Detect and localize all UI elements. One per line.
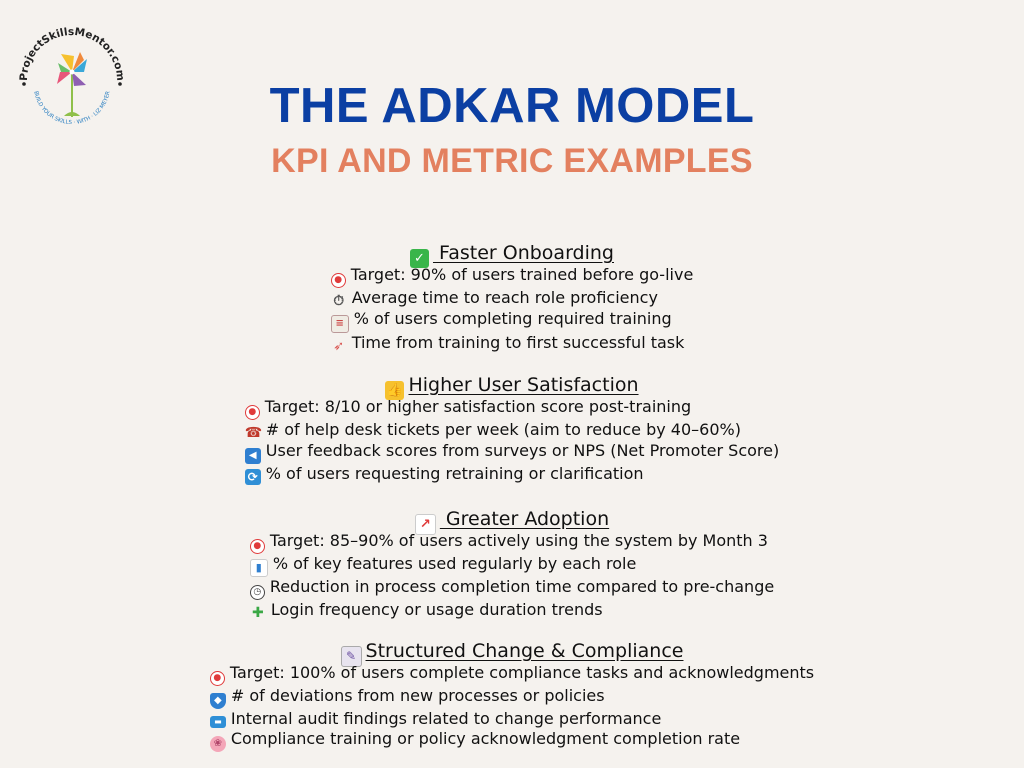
section-heading: ✓ Faster Onboarding: [0, 241, 1024, 265]
clipboard-icon: ≡: [331, 315, 349, 333]
page-subtitle: KPI AND METRIC EXAMPLES: [271, 142, 753, 180]
section-heading: 👍 Higher User Satisfaction: [386, 374, 639, 398]
list-item: ◆ # of deviations from new processes or policies: [210, 686, 814, 709]
thumbs-up-icon: 👍: [386, 383, 404, 398]
megaphone-icon: ◀: [245, 448, 261, 464]
bar-chart-icon: ▮: [250, 559, 268, 577]
target-icon: ●: [210, 671, 225, 686]
document-pen-icon: ✎: [341, 646, 362, 667]
section-heading: ↗ Greater Adoption: [0, 507, 1024, 531]
refresh-icon: ⟳: [245, 469, 261, 485]
metric-list: [245, 397, 779, 485]
list-item: ➶ Time from training to first successful task: [331, 333, 694, 355]
page-title: THE ADKAR MODEL: [269, 79, 755, 133]
clock-icon: ◷: [250, 585, 265, 600]
check-mark-icon: ✓: [410, 249, 429, 268]
section-faster-onboarding: [0, 241, 1024, 355]
list-item: ▮ % of key features used regularly by each role: [250, 554, 774, 577]
list-item: ● Target: 85–90% of users actively using the system by Month 3: [250, 531, 774, 554]
rocket-icon: ➶: [333, 339, 345, 354]
list-item: ◷ Reduction in process completion time compared to pre-change: [250, 577, 774, 600]
list-item: ● Target: 100% of users complete compliance tasks and acknowledgments: [210, 663, 814, 686]
puzzle-icon: ✚: [251, 605, 264, 621]
brain-icon: ❀: [210, 736, 226, 752]
list-item: ◀ User feedback scores from surveys or NPS (Net Promoter Score): [245, 441, 779, 464]
metric-list: [331, 265, 694, 355]
chart-up-icon: ↗: [415, 514, 436, 535]
list-item: ● Target: 90% of users trained before go-live: [331, 265, 694, 288]
phone-icon: ☎: [244, 425, 263, 441]
target-icon: ●: [331, 273, 346, 288]
target-icon: ●: [250, 539, 265, 554]
section-structured-change-compliance: [0, 639, 1024, 752]
list-item: ≡ % of users completing required training: [331, 309, 694, 333]
list-item: ● Target: 8/10 or higher satisfaction score post-training: [245, 397, 779, 420]
stopwatch-icon: ⏱: [333, 293, 345, 309]
section-heading: ✎ Structured Change & Compliance: [0, 639, 1024, 663]
list-item: ▬ Internal audit findings related to change performance: [210, 709, 814, 729]
section-higher-user-satisfaction: [0, 373, 1024, 485]
svg-text:BUILD YOUR SKILLS · WITH · LIZ: BUILD YOUR SKILLS · WITH · LIZ MEYER: [32, 90, 112, 127]
metric-list: [250, 531, 774, 621]
metric-list: [210, 663, 814, 752]
list-item: ❀ Compliance training or policy acknowledgment completion rate: [210, 729, 814, 752]
list-item: ⟳ % of users requesting retraining or clarification: [245, 464, 779, 485]
list-item: ⏱ Average time to reach role proficiency: [331, 288, 694, 309]
target-icon: ●: [245, 405, 260, 420]
list-item: ✚ Login frequency or usage duration trends: [250, 600, 774, 621]
list-item: ☎ # of help desk tickets per week (aim to reduce by 40–60%): [244, 420, 741, 441]
svg-text:ProjectSkillsMentor.com: ProjectSkillsMentor.com: [17, 25, 127, 82]
shield-icon: ◆: [210, 693, 226, 709]
section-greater-adoption: [0, 507, 1024, 621]
folder-icon: ▬: [210, 716, 226, 728]
